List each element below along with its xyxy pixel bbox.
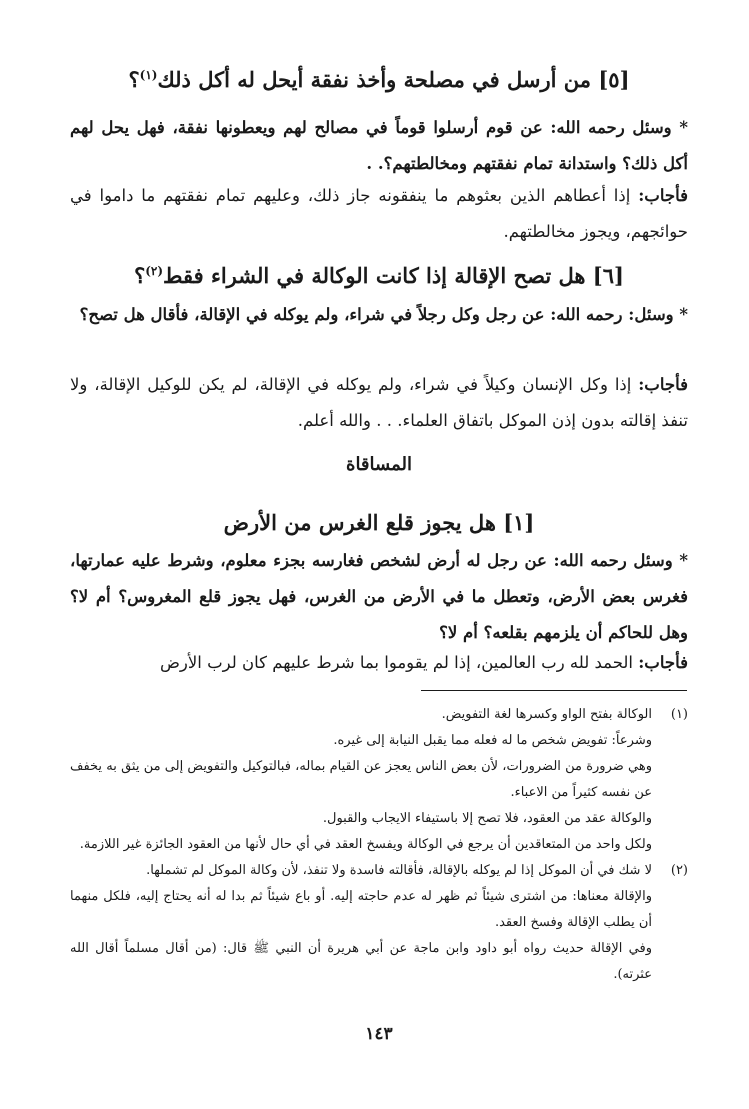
footnote-marker: (٢) — [670, 863, 688, 878]
footnote-text: لا شك في أن الموكل إذا لم يوكله بالإقالة، فأقالته فاسدة ولا تنفذ، لأن وكالة الموكل لم تشملها. — [146, 863, 652, 878]
answer-entry-5 — [70, 178, 688, 250]
footnote-1 — [70, 702, 688, 728]
footnote-separator — [421, 690, 687, 691]
heading-text: [٦] هل تصح الإقالة إذا كانت الوكالة في الشراء فقط — [163, 263, 624, 288]
answer-label: فأجاب: — [638, 375, 688, 394]
question-entry-5: * وسئل رحمه الله: عن قوم أرسلوا قوماً في مصالح لهم ويعطونها نفقة، فهل يحل لهم أكل ذلك؟ واستدانة تمام نفقتهم ومخالطتهم؟. . — [70, 118, 688, 173]
section-title: المساقاة — [346, 454, 412, 475]
footnote-paragraph: وشرعاً: تفويض شخص ما له فعله مما يقبل النيابة إلى غيره. — [333, 733, 652, 748]
answer-label: فأجاب: — [638, 186, 688, 205]
footnote-marker: (١) — [670, 707, 688, 722]
footnote-paragraph: وفي الإقالة حديث رواه أبو داود وابن ماجة عن أبي هريرة أن النبي ﷺ قال: (من أقال مسلماً أقال الله عثرته). — [70, 941, 652, 982]
question-mark: ؟ — [134, 263, 146, 288]
footnote-paragraph: والوكالة عقد من العقود، فلا تصح إلا باستيفاء الايجاب والقبول. — [322, 811, 652, 826]
answer-entry-1 — [70, 645, 688, 681]
footnotes — [70, 702, 688, 988]
heading-entry-1: [١] هل يجوز قلع الغرس من الأرض — [223, 510, 535, 535]
footnote-ref-1: (١) — [139, 68, 158, 82]
answer-entry-6 — [70, 367, 688, 439]
page-number: ١٤٣ — [365, 1024, 393, 1044]
answer-text: إذا أعطاهم الذين بعثوهم ما ينفقونه جاز ذلك، وعليهم تمام نفقتهم ما داموا في حوائجهم، ويجوز مخالطتهم. — [70, 186, 688, 241]
footnote-2 — [70, 858, 688, 884]
footnote-ref-2: (٢) — [145, 264, 164, 278]
footnote-paragraph: والإقالة معناها: من اشترى شيئاً ثم ظهر له عدم حاجته إليه. أو باع شيئاً ثم بدا له أنه يحتاج إليه، فلكل منهما أن يطلب الإقالة وفسخ العقد. — [70, 889, 652, 930]
question-mark: ؟ — [128, 67, 140, 92]
question-entry-1: * وسئل رحمه الله: عن رجل له أرض لشخص فغارسه بجزء معلوم، وشرط عليه عمارتها، فغرس بعض الأرض، وتعطل ما في الأرض من الغرس، فهل يجوز قلع المغروس؟ أم لا؟ وهل للحاكم أن يلزمهم بقلعه؟ أم لا؟ — [70, 551, 688, 642]
question-entry-6: * وسئل: رحمه الله: عن رجل وكل رجلاً في شراء، ولم يوكله في الإقالة، فأقال هل تصح؟ — [79, 305, 688, 324]
footnote-text: الوكالة بفتح الواو وكسرها لغة التفويض. — [441, 707, 652, 722]
heading-text: [٥] من أرسل في مصلحة وأخذ نفقة أيحل له أكل ذلك — [157, 67, 630, 92]
footnote-paragraph: ولكل واحد من المتعاقدين أن يرجع في الوكالة ويفسخ العقد في أي حال لأنها من العقود الجائزة غير اللازمة. — [79, 837, 652, 852]
footnote-paragraph: وهي ضرورة من الضرورات، لأن بعض الناس يعجز عن القيام بماله، فبالتوكيل والتفويض إلى من يثق به يخفف عن نفسه كثيراً من الاعباء. — [70, 759, 652, 800]
heading-entry-5 — [70, 66, 688, 94]
answer-label: فأجاب: — [638, 653, 688, 672]
answer-text: الحمد لله رب العالمين، إذا لم يقوموا بما شرط عليهم كان لرب الأرض — [159, 653, 633, 672]
answer-text: إذا وكل الإنسان وكيلاً في شراء، ولم يوكله في الإقالة، لم يكن للوكيل الإقالة، ولا تنفذ إقالته بدون إذن الموكل باتفاق العلماء. . . والله أعلم. — [70, 375, 688, 430]
heading-entry-6 — [70, 262, 688, 290]
